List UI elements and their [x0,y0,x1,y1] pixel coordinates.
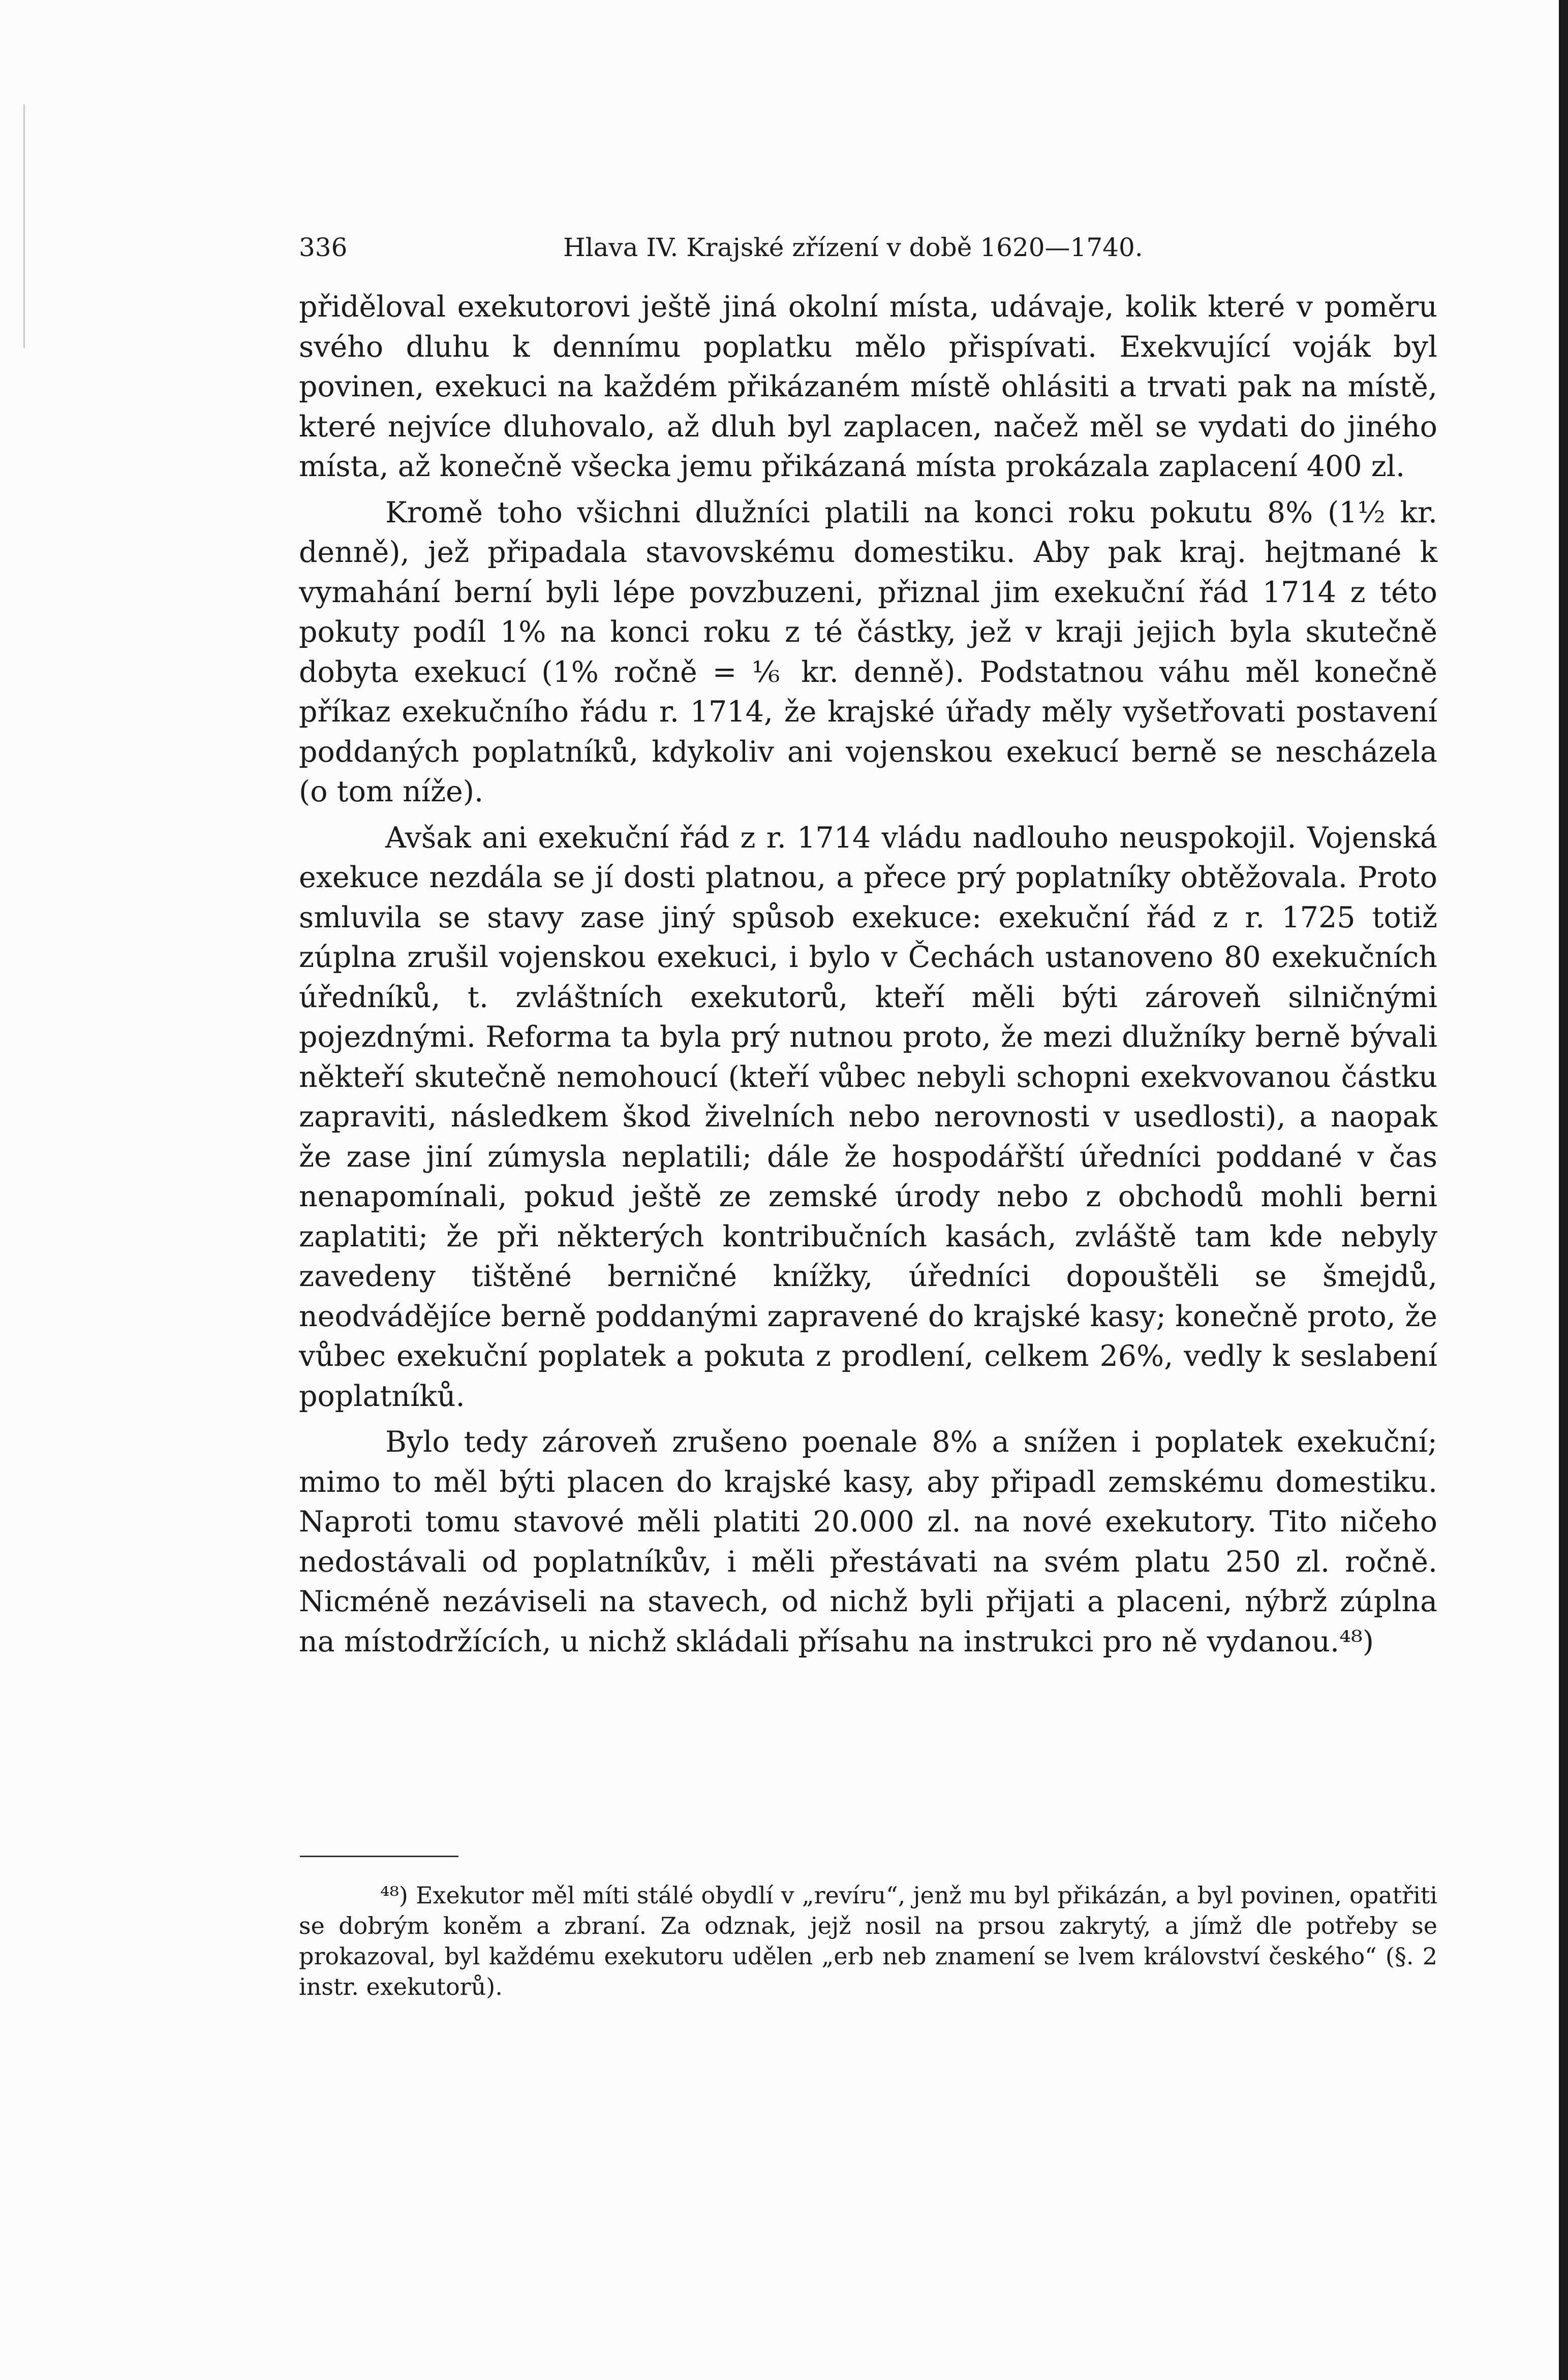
paragraph-reform: Bylo tedy zároveň zrušeno poenale 8% a snížen i poplatek exekuční; mimo to měl býti placen do krajské kasy, aby připadl zemskému domestiku. Naproti tomu stavové měli platiti 20.000 zl. na nové exekutory. Tito ničeho nedostávali od poplatníkův, i měli přestávati na svém platu 250 zl. ročně. Nicméně nezáviseli na stavech, od nichž byli přijati a placeni, nýbrž zúplna na místodržících, u nichž skládali přísahu na instrukci pro ně vydanou.⁴⁸) [299,1425,1437,1658]
paragraph-continuation: přiděloval exekutorovi ještě jiná okolní místa, udávaje, kolik které v poměru svého dluhu k dennímu poplatku mělo přispívati. Exekvující voják byl povinen, exekuci na každém přikázaném místě ohlásiti a trvati pak na místě, které nejvíce dluhovalo, až dluh byl zaplacen, načež měl se vydati do jiného místa, až konečně všecka jemu přikázaná místa prokázala zaplacení 400 zl. [299,290,1437,483]
scan-margin-mark [23,104,25,348]
chapter-title: Hlava IV. Krajské zřízení v době 1620—1740. [563,233,1143,262]
page-number: 336 [299,233,348,262]
body-text [299,287,1437,1662]
footnote-separator [300,1856,458,1857]
scan-edge [1559,0,1568,2380]
footnote-48: ⁴⁸) Exekutor měl míti stálé obydlí v „revíru“, jenž mu byl přikázán, a byl povinen, opatřiti se dobrým koněm a zbraní. Za odznak, jejž nosil na prsou zakrytý, a jímž dle potřeby se prokazoval, byl každému exekutoru udělen „erb neb znamení se lvem království českého“ (§. 2 instr. exekutorů). [299,1882,1437,2000]
paragraph-execution-order: Avšak ani exekuční řád z r. 1714 vládu nadlouho neuspokojil. Vojenská exekuce nezdála se jí dosti platnou, a přece prý poplatníky obtěžovala. Proto smluvila se stavy zase jiný spůsob exekuce: exekuční řád z r. 1725 totiž zúplna zrušil vojenskou exekuci, i bylo v Čechách ustanoveno 80 exekučních úředníků, t. zvláštních exekutorů, kteří měli býti zároveň silničnými pojezdnými. Reforma ta byla prý nutnou proto, že mezi dlužníky berně bývali někteří skutečně nemohoucí (kteří vůbec nebyli schopni exekvovanou částku zapraviti, následkem škod živelních nebo nerovnosti v usedlosti), a naopak že zase jiní zúmysla neplatili; dále že hospodářští úředníci poddané v čas nenapomínali, pokud ještě ze zemské úrody nebo z obchodů mohli berni zaplatiti; že při některých kontribučních kasách, zvláště tam kde nebyly zavedeny tištěné berničné knížky, úředníci dopouštěli se šmejdů, neodvádějíce berně poddanými zapravené do krajské kasy; konečně proto, že vůbec exekuční poplatek a pokuta z prodlení, celkem 26%, vedly k seslabení poplatníků. [299,821,1437,1413]
running-head [299,227,1437,268]
paragraph-penalty: Kromě toho všichni dlužníci platili na konci roku pokutu 8% (1½ kr. denně), jež připadala stavovskému domestiku. Aby pak kraj. hejtmané k vymahání berní byli lépe povzbuzeni, přiznal jim exekuční řád 1714 z této pokuty podíl 1% na konci roku z té částky, jež v kraji jejich byla skutečně dobyta exekucí (1% ročně = ⅙ kr. denně). Podstatnou váhu měl konečně příkaz exekučního řádu r. 1714, že krajské úřady měly vyšetřovati postavení poddaných poplatníků, kdykoliv ani vojenskou exekucí berně se nescházela (o tom níže). [299,495,1437,808]
